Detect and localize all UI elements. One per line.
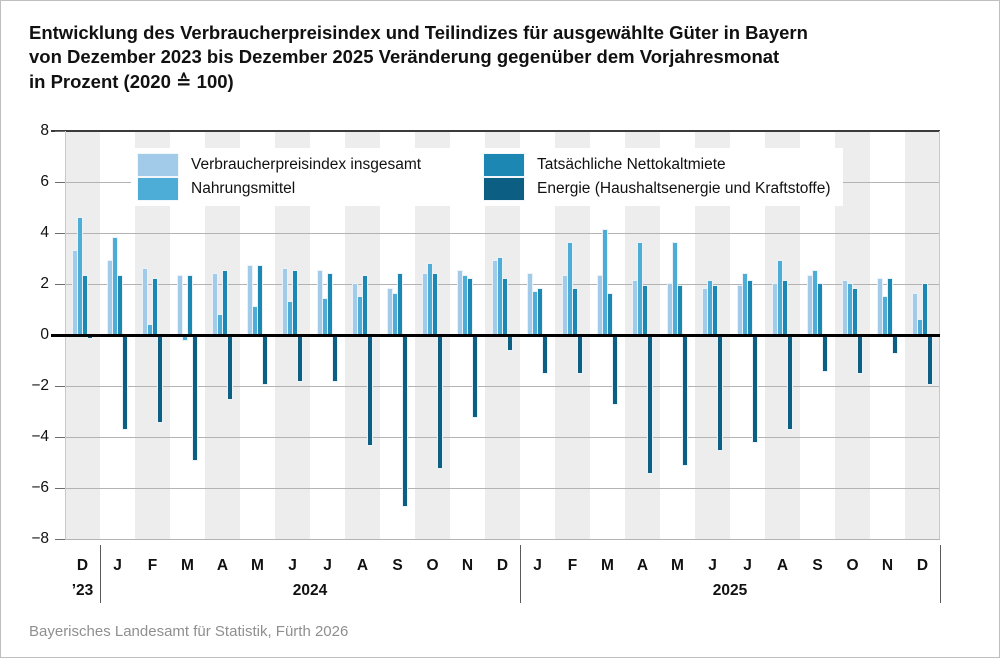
bar-vpi (143, 269, 147, 335)
bar-vpi (913, 294, 917, 335)
bar-nettokaltmiete (573, 289, 577, 335)
bar-vpi (248, 266, 252, 335)
legend-item (138, 178, 484, 200)
month-label: M (671, 557, 684, 574)
bar-nettokaltmiete (678, 286, 682, 335)
bar-energie (158, 335, 162, 422)
bar-energie (613, 335, 617, 404)
bar-nahrungsmittel (568, 243, 572, 335)
month-label: J (113, 557, 122, 574)
source-note: Bayerisches Landesamt für Statistik, Fürth 2026 (29, 623, 349, 640)
bar-nahrungsmittel (323, 299, 327, 335)
legend-label: Tatsächliche Nettokaltmiete (537, 156, 726, 173)
month-label: A (636, 557, 649, 574)
bar-vpi (283, 269, 287, 335)
bar-nettokaltmiete (293, 271, 297, 335)
bar-nahrungsmittel (358, 297, 362, 335)
legend-item (484, 178, 831, 200)
bar-vpi (598, 276, 602, 335)
bar-vpi (213, 274, 217, 335)
month-label: A (356, 557, 369, 574)
bar-nahrungsmittel (603, 230, 607, 335)
bar-energie (193, 335, 197, 460)
bar-vpi (563, 276, 567, 335)
bar-nahrungsmittel (848, 284, 852, 335)
y-tick-label: −4 (31, 428, 49, 446)
bar-energie (893, 335, 897, 353)
bar-energie (788, 335, 792, 429)
legend-label: Energie (Haushaltsenergie und Kraftstoffe) (537, 180, 831, 197)
plot-bottom-border (65, 539, 940, 540)
bar-energie (858, 335, 862, 373)
bar-vpi (773, 284, 777, 335)
bar-vpi (843, 281, 847, 335)
month-label: M (251, 557, 264, 574)
bar-nahrungsmittel (288, 302, 292, 335)
bar-nettokaltmiete (468, 279, 472, 335)
month-label: S (812, 557, 823, 574)
bar-nahrungsmittel (743, 274, 747, 335)
legend-label: Verbraucherpreisindex insgesamt (191, 156, 422, 173)
month-label: N (881, 557, 894, 574)
chart-title-line-1: Entwicklung des Verbraucherpreisindex und Teilindizes für ausgewählte Güter in Bayern (29, 22, 808, 43)
bar-nahrungsmittel (778, 261, 782, 335)
legend-swatch (138, 154, 178, 176)
bar-energie (928, 335, 932, 384)
month-label: O (426, 557, 439, 574)
y-axis-tick (55, 131, 65, 132)
y-tick-label: 2 (40, 274, 49, 292)
y-tick-label: −6 (31, 479, 49, 497)
month-label: A (776, 557, 789, 574)
bar-nettokaltmiete (328, 274, 332, 335)
bar-energie (403, 335, 407, 506)
bar-nahrungsmittel (218, 315, 222, 335)
bar-nahrungsmittel (638, 243, 642, 335)
bar-nettokaltmiete (923, 284, 927, 335)
zero-baseline (51, 334, 940, 337)
bar-energie (368, 335, 372, 445)
bar-energie (578, 335, 582, 373)
plot-area (1, 1, 1000, 658)
bar-nahrungsmittel (463, 276, 467, 335)
bar-nettokaltmiete (853, 289, 857, 335)
y-tick-label: 6 (40, 172, 49, 190)
bar-nettokaltmiete (643, 286, 647, 335)
month-label: S (392, 557, 403, 574)
bar-energie (438, 335, 442, 468)
bar-vpi (178, 276, 182, 335)
month-label: D (916, 557, 929, 574)
bar-nettokaltmiete (83, 276, 87, 335)
y-tick-label: −8 (31, 530, 49, 548)
bar-vpi (633, 281, 637, 335)
bar-nettokaltmiete (608, 294, 612, 335)
bar-vpi (108, 261, 112, 335)
y-axis-tick (55, 539, 65, 540)
bar-nettokaltmiete (783, 281, 787, 335)
month-label: D (76, 557, 89, 574)
y-axis-tick (55, 488, 65, 489)
bar-nahrungsmittel (708, 281, 712, 335)
y-axis-tick (55, 386, 65, 387)
month-label: J (708, 557, 717, 574)
year-separator (940, 545, 941, 603)
bar-vpi (808, 276, 812, 335)
month-label: J (743, 557, 752, 574)
month-label: F (147, 557, 158, 574)
bar-vpi (73, 251, 77, 335)
bar-nahrungsmittel (813, 271, 817, 335)
bar-nettokaltmiete (818, 284, 822, 335)
legend-swatch (138, 178, 178, 200)
bar-nettokaltmiete (748, 281, 752, 335)
month-label: N (461, 557, 474, 574)
y-tick-label: −2 (31, 377, 49, 395)
year-label: 2024 (292, 582, 328, 599)
bar-nahrungsmittel (498, 258, 502, 335)
y-axis-tick (55, 233, 65, 234)
plot-top-border (51, 130, 940, 132)
bar-nettokaltmiete (153, 279, 157, 335)
chart-title-line-3: in Prozent (2020 ≙ 100) (29, 70, 234, 92)
y-tick-label: 8 (40, 121, 49, 139)
legend (131, 148, 843, 206)
y-tick-label: 4 (40, 223, 49, 241)
bar-nahrungsmittel (428, 264, 432, 335)
year-label: 2025 (712, 582, 748, 599)
gridline (65, 488, 940, 489)
bar-nahrungsmittel (253, 307, 257, 335)
bar-nahrungsmittel (113, 238, 117, 335)
bar-energie (823, 335, 827, 371)
y-axis-tick (55, 437, 65, 438)
bar-nettokaltmiete (118, 276, 122, 335)
bar-energie (508, 335, 512, 350)
bar-energie (753, 335, 757, 442)
bar-vpi (388, 289, 392, 335)
bar-energie (333, 335, 337, 381)
bar-nettokaltmiete (503, 279, 507, 335)
bar-nahrungsmittel (673, 243, 677, 335)
bar-vpi (668, 284, 672, 335)
y-tick-label: 0 (40, 326, 49, 343)
bar-vpi (458, 271, 462, 335)
bar-energie (123, 335, 127, 429)
bar-vpi (318, 271, 322, 335)
month-label: M (181, 557, 194, 574)
y-axis-tick (55, 284, 65, 285)
y-axis-tick (55, 182, 65, 183)
month-label: J (533, 557, 542, 574)
bar-energie (298, 335, 302, 381)
year-label: ’23 (71, 582, 94, 599)
legend-column-2 (484, 154, 831, 200)
bar-energie (473, 335, 477, 417)
bar-nettokaltmiete (538, 289, 542, 335)
month-label: J (288, 557, 297, 574)
bar-nettokaltmiete (713, 286, 717, 335)
legend-column-1 (138, 154, 484, 200)
gridline (65, 233, 940, 234)
bar-energie (718, 335, 722, 450)
bar-nettokaltmiete (258, 266, 262, 335)
bar-vpi (738, 286, 742, 335)
month-label: A (216, 557, 229, 574)
bar-energie (263, 335, 267, 384)
month-label: M (601, 557, 614, 574)
bar-vpi (493, 261, 497, 335)
bar-vpi (878, 279, 882, 335)
bar-nettokaltmiete (223, 271, 227, 335)
month-label: D (496, 557, 509, 574)
bar-energie (228, 335, 232, 399)
legend-swatch (484, 178, 524, 200)
legend-item (484, 154, 831, 176)
legend-item (138, 154, 484, 176)
bar-vpi (353, 284, 357, 335)
legend-label: Nahrungsmittel (191, 180, 296, 197)
bar-vpi (423, 274, 427, 335)
bar-energie (683, 335, 687, 465)
legend-swatch (484, 154, 524, 176)
bar-energie (648, 335, 652, 473)
bar-nahrungsmittel (78, 218, 82, 335)
bar-energie (543, 335, 547, 373)
bar-nettokaltmiete (888, 279, 892, 335)
bar-nahrungsmittel (883, 297, 887, 335)
bar-vpi (703, 289, 707, 335)
chart-title-line-2: von Dezember 2023 bis Dezember 2025 Veränderung gegenüber dem Vorjahresmonat (29, 46, 780, 68)
bar-nettokaltmiete (363, 276, 367, 335)
bar-nahrungsmittel (533, 292, 537, 335)
month-label: O (846, 557, 859, 574)
month-label: F (567, 557, 578, 574)
bar-nettokaltmiete (433, 274, 437, 335)
bar-vpi (528, 274, 532, 335)
bar-nettokaltmiete (188, 276, 192, 335)
bar-nettokaltmiete (398, 274, 402, 335)
month-label: J (323, 557, 332, 574)
bar-nahrungsmittel (393, 294, 397, 335)
